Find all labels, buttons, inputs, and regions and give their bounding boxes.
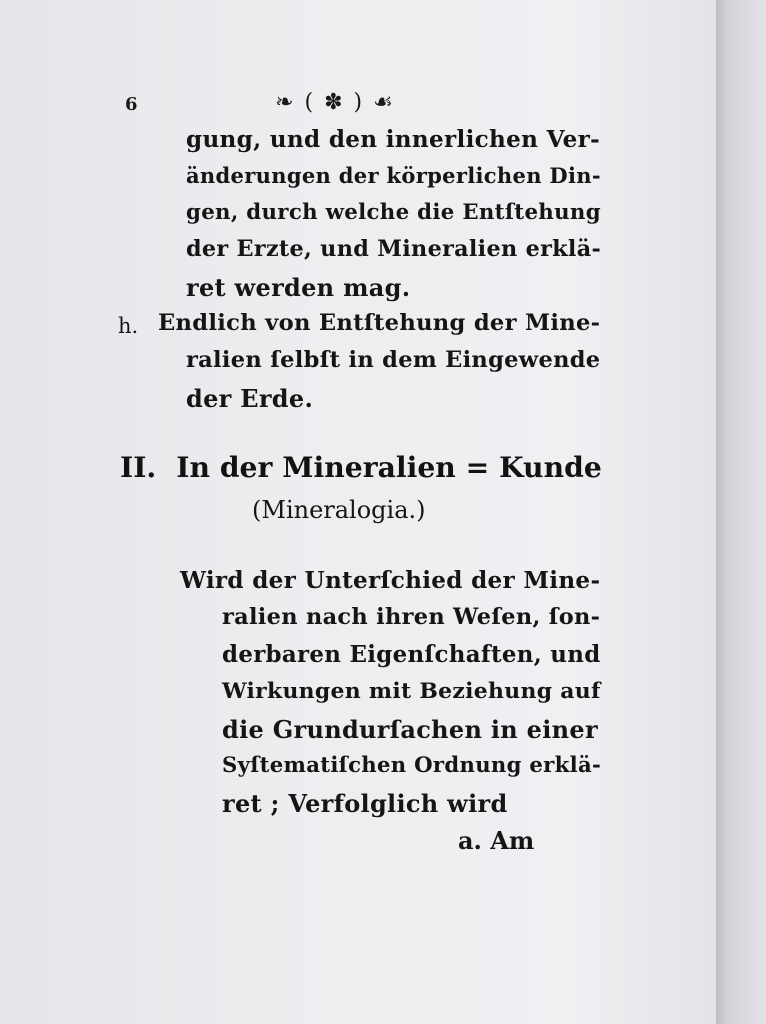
text-line: der Erde.: [186, 384, 314, 413]
text-line: ret werden mag.: [186, 273, 411, 302]
text-line: ralien ſelbſt in dem Eingewende: [186, 347, 601, 373]
text-line: Wird der Unterſchied der Mine-: [180, 567, 601, 594]
page-number: 6: [125, 94, 138, 115]
text-line: änderungen der körperlichen Din-: [186, 163, 601, 188]
text-line: Wirkungen mit Beziehung auf: [222, 678, 601, 704]
text-line: der Erzte, und Mineralien erklä-: [186, 236, 602, 262]
item-label: h.: [118, 314, 139, 338]
header-ornament: ❧ ( ✽ ) ☙: [275, 90, 395, 115]
section-heading: [120, 450, 602, 484]
text-line: ralien nach ihren Weſen, ſon-: [222, 604, 601, 630]
text-line: gen, durch welche die Entſtehung: [186, 200, 601, 225]
section-title: In der Mineralien = Kunde: [176, 450, 602, 484]
text-line: ret ; Verfolglich wird: [222, 789, 508, 818]
text-line: derbaren Eigenſchaften, und: [222, 641, 601, 668]
page-edge: [716, 0, 766, 1024]
text-line: Endlich von Entſtehung der Mine-: [158, 310, 601, 336]
section-latin-subtitle: (Mineralogia.): [252, 496, 426, 524]
text-line: die Grundurſachen in einer: [222, 715, 598, 744]
text-line: Syſtematiſchen Ordnung erklä-: [222, 752, 602, 777]
section-number: II.: [120, 450, 157, 484]
catchword: a. Am: [458, 826, 535, 855]
text-line: gung, und den innerlichen Ver-: [186, 126, 601, 153]
